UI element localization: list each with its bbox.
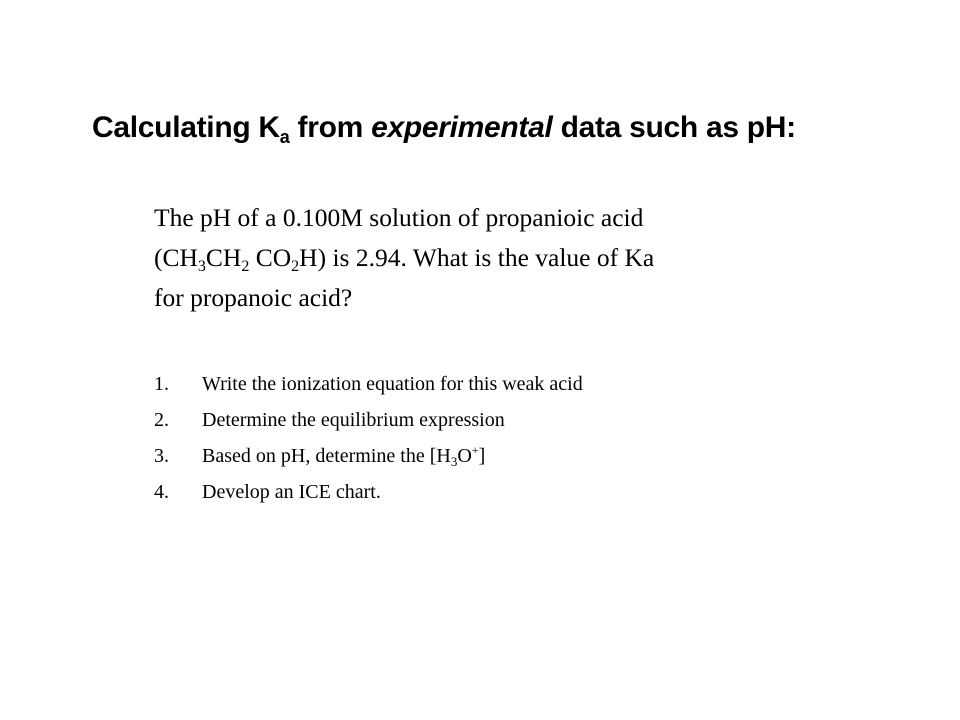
question-line-3: for propanoic acid?	[154, 283, 353, 312]
list-item	[154, 366, 583, 402]
formula-subscript: 2	[241, 258, 250, 275]
step-text-mid: O	[457, 445, 472, 467]
question-paragraph	[154, 198, 854, 318]
title-subscript: a	[279, 127, 290, 147]
step-number: 1.	[154, 373, 169, 395]
list-item	[154, 474, 583, 510]
step-superscript: +	[471, 443, 479, 457]
question-line-1: The pH of a 0.100M solution of propanioic acid	[154, 203, 644, 232]
question-line-2-rest: H) is 2.94. What is the value of Ka	[299, 243, 655, 272]
list-item	[154, 402, 583, 438]
formula-subscript: 2	[291, 258, 300, 275]
step-text: Develop an ICE chart.	[202, 481, 381, 503]
step-text: Determine the equilibrium expression	[202, 409, 505, 431]
steps-list	[154, 366, 583, 510]
title-emphasis: experimental	[371, 111, 553, 144]
slide-title	[92, 106, 796, 150]
formula-part: (CH	[154, 243, 198, 272]
step-subscript: 3	[450, 454, 458, 469]
step-text: Based on pH, determine the [H	[202, 445, 451, 467]
title-text-2: from	[289, 111, 372, 144]
question-line-2	[154, 238, 854, 278]
step-number: 4.	[154, 481, 169, 503]
title-text-3: data such as pH:	[552, 111, 796, 144]
formula-part: CO	[249, 243, 292, 272]
step-text: Write the ionization equation for this weak acid	[202, 373, 583, 395]
step-number: 2.	[154, 409, 169, 431]
step-number: 3.	[154, 445, 169, 467]
list-item	[154, 438, 583, 474]
formula-subscript: 3	[197, 258, 206, 275]
formula-part: CH	[205, 243, 242, 272]
step-text-end: ]	[478, 445, 486, 467]
title-text-1: Calculating K	[92, 111, 280, 144]
